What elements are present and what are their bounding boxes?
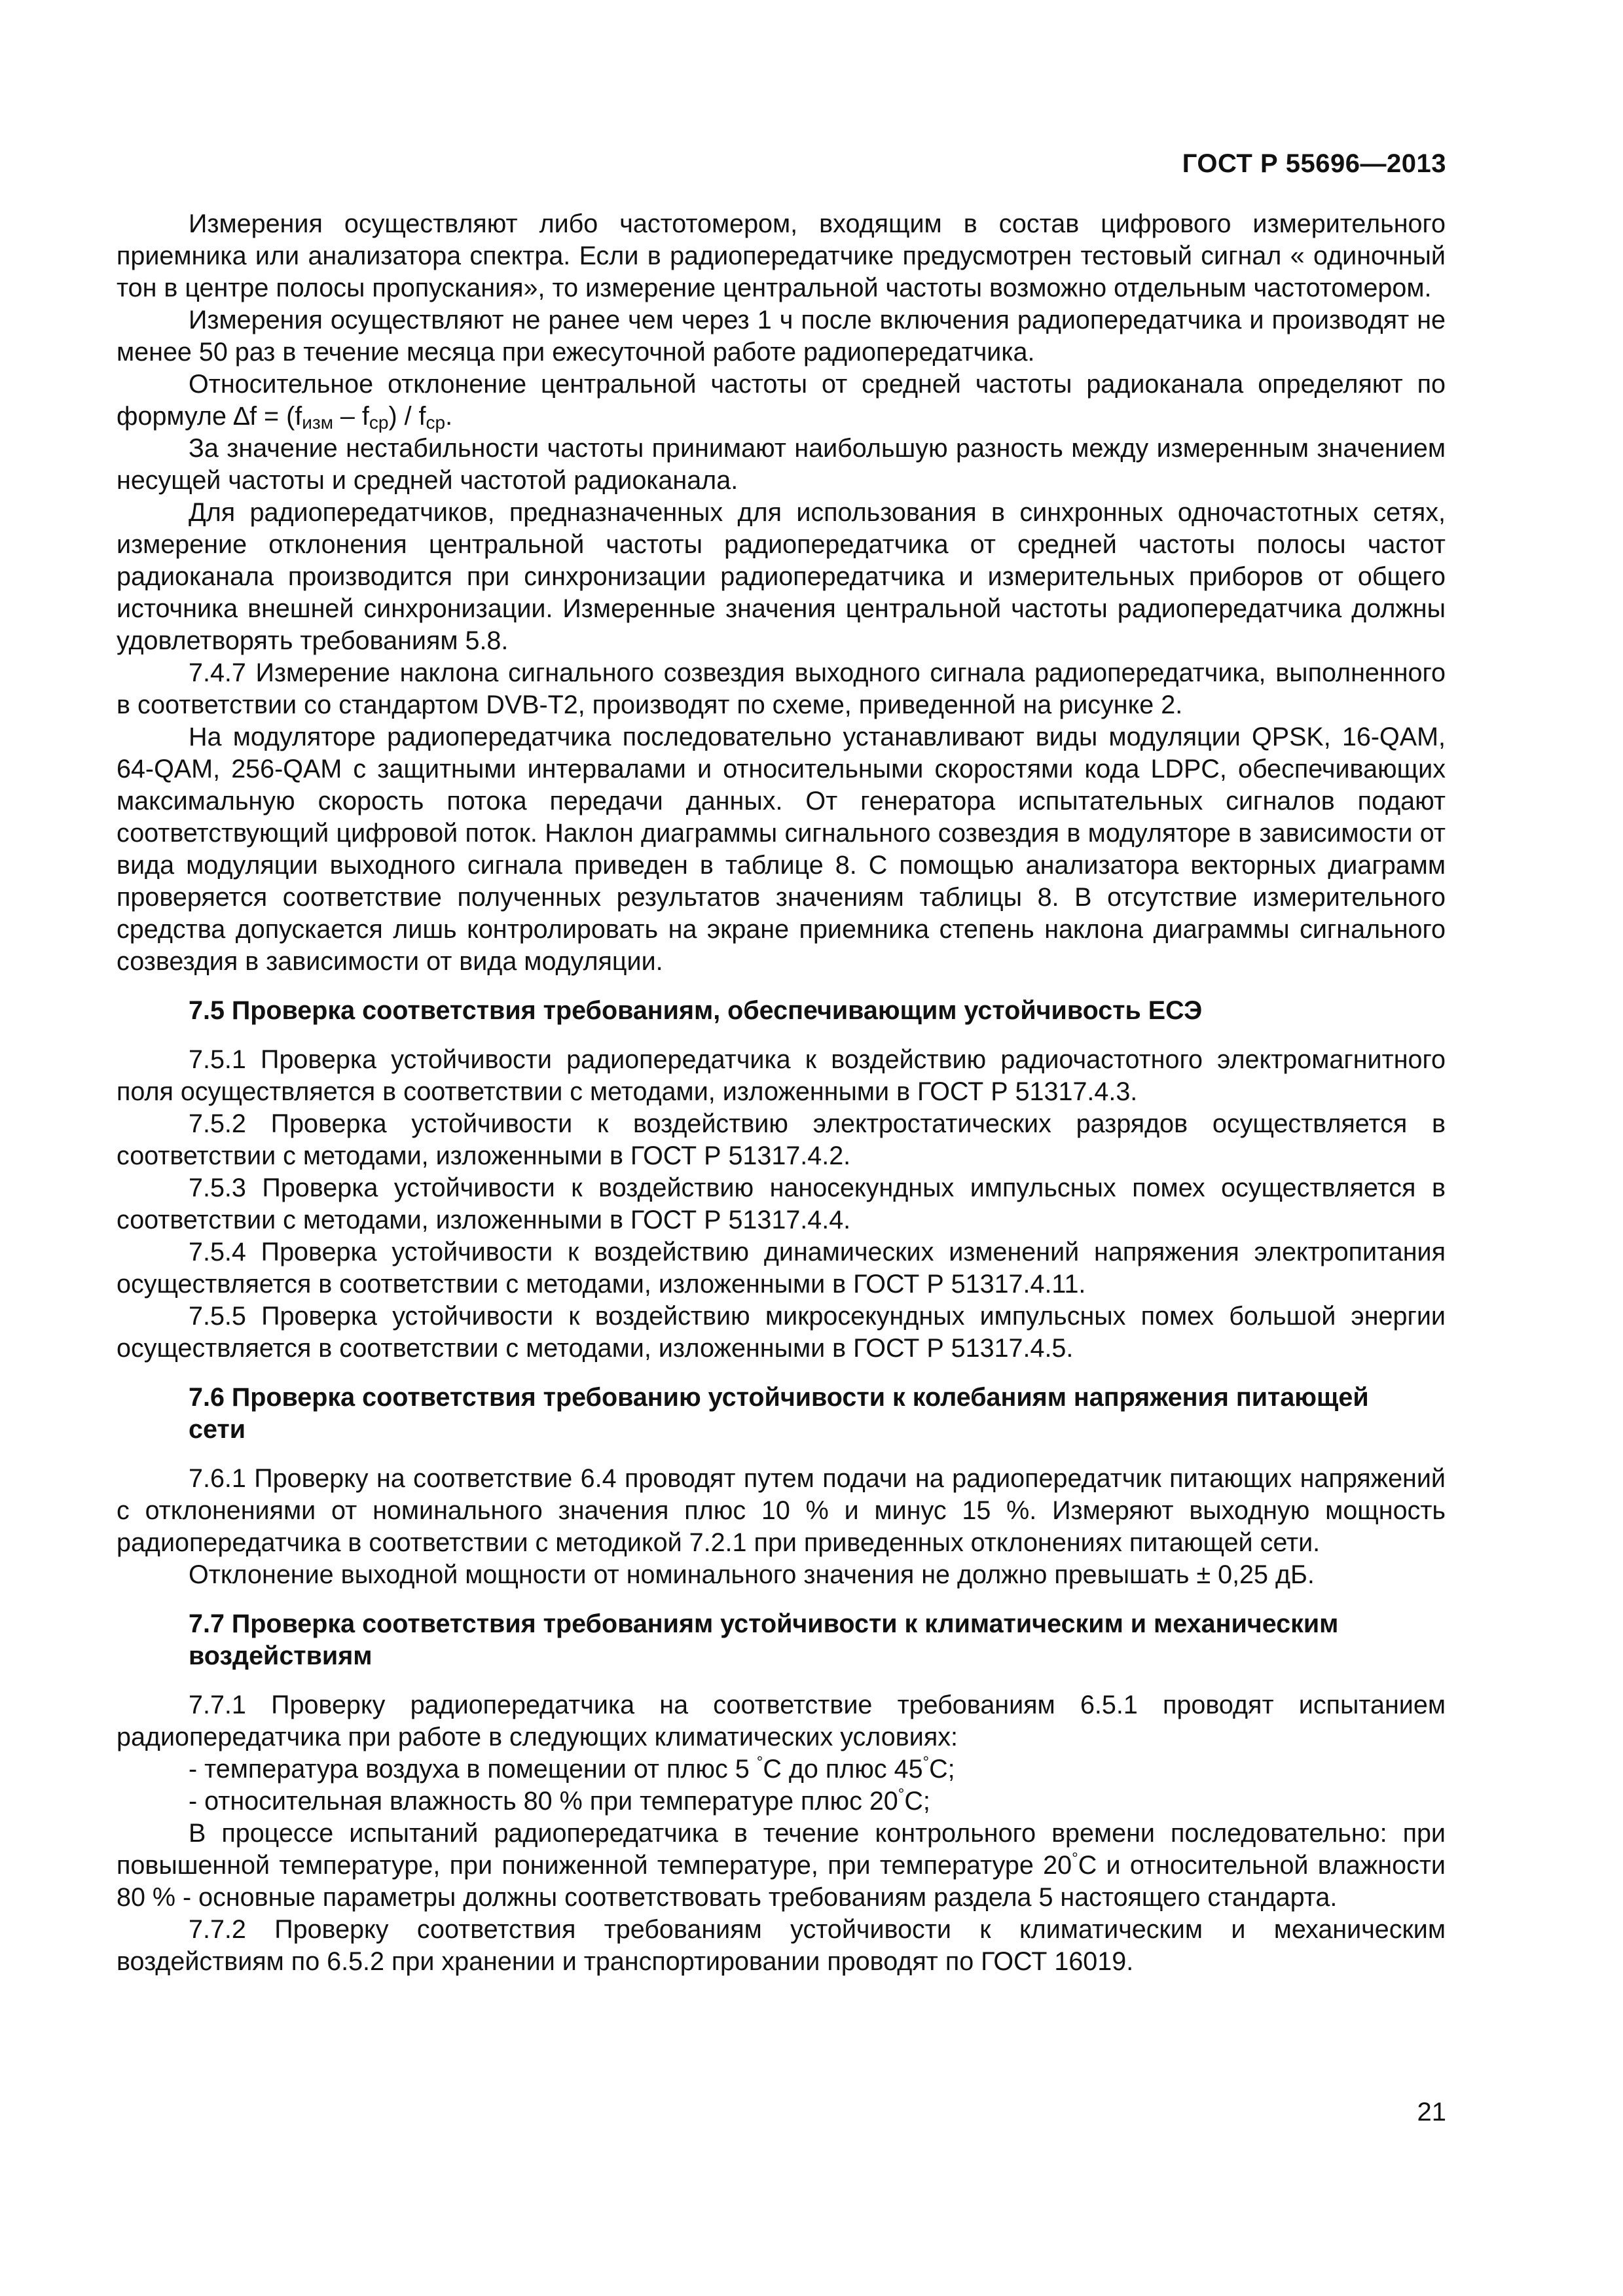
- degree-sign: °: [756, 1753, 763, 1771]
- list-item: [117, 1753, 1446, 1785]
- formula-sub-cp: ср: [369, 412, 389, 433]
- formula-delta: ∆f = (f: [233, 402, 302, 431]
- paragraph-text: С и относительной влажности 80 % - основные параметры должны соответствовать требованиям раздела 5 настоящего стандарта.: [117, 1851, 1446, 1912]
- paragraph: 7.5.4 Проверка устойчивости к воздействию динамических изменений напряжения электропитания осуществляется в соответствии с методами, изложенными в ГОСТ Р 51317.4.11.: [117, 1238, 1446, 1299]
- page-number: 21: [1417, 2098, 1446, 2126]
- formula-close: ) / f: [388, 402, 426, 431]
- paragraph: 7.7.1 Проверку радиопередатчика на соответствие требованиям 6.5.1 проводят испытанием радиопередатчика при работе в следующих климатических условиях:: [117, 1691, 1446, 1751]
- list-item: [117, 1785, 1446, 1818]
- paragraph: На модуляторе радиопередатчика последовательно устанавливают виды модуляции QPSK, 16-QAM, 64-QAM, 256-QAM с защитными интервалами и относительными скоростями кода LDPC, обеспечивающих максимальную скорость потока передачи данных. От генератора испытательных сигналов подают соответствующий цифровой поток. Наклон диаграммы сигнального созвездия в модуляторе в зависимости от вида модуляции выходного сигнала приведен в таблице 8. С помощью анализатора векторных диаграмм проверяется соответствие полученных результатов значениям таблицы 8. В отсутствие измерительного средства допускается лишь контролировать на экране приемника степень наклона диаграммы сигнального созвездия в зависимости от вида модуляции.: [117, 723, 1446, 976]
- paragraph: Измерения осуществляют либо частотомером, входящим в состав цифрового измерительного приемника или анализатора спектра. Если в радиопередатчике предусмотрен тестовый сигнал « одиночный тон в центре полосы пропускания», то измерение центральной частоты возможно отдельным частотомером.: [117, 209, 1446, 302]
- section-heading-7-5: [117, 995, 1446, 1027]
- formula-sub-izm: изм: [302, 412, 333, 433]
- paragraph: 7.6.1 Проверку на соответствие 6.4 проводят путем подачи на радиопередатчик питающих напряжений с отклонениями от номинального значения плюс 10 % и минус 15 %. Измеряют выходную мощность радиопередатчика в соответствии с методикой 7.2.1 при приведенных отклонениях питающей сети.: [117, 1464, 1446, 1557]
- section-heading-7-7: [117, 1608, 1446, 1672]
- list-text: - температура воздуха в помещении от плюс 5: [189, 1755, 757, 1784]
- document-body: [117, 208, 1446, 1978]
- formula-sub-cp: ср: [426, 412, 446, 433]
- paragraph: 7.4.7 Измерение наклона сигнального созвездия выходного сигнала радиопередатчика, выполненного в соответствии со стандартом DVB-T2, производят по схеме, приведенной на рисунке 2.: [117, 658, 1446, 719]
- formula-dash: – f: [333, 402, 369, 431]
- heading-line: 7.7 Проверка соответствия требованиям устойчивости к климатическим и механическим: [189, 1609, 1339, 1638]
- paragraph: Отклонение выходной мощности от номинального значения не должно превышать ± 0,25 дБ.: [189, 1560, 1315, 1589]
- paragraph: [117, 1818, 1446, 1914]
- paragraph: 7.5.2 Проверка устойчивости к воздействию электростатических разрядов осуществляется в соответствии с методами, изложенными в ГОСТ Р 51317.4.2.: [117, 1109, 1446, 1170]
- list-text: С;: [929, 1755, 955, 1784]
- paragraph: 7.5.3 Проверка устойчивости к воздействию наносекундных импульсных помех осуществляется в соответствии с методами, изложенными в ГОСТ Р 51317.4.4.: [117, 1174, 1446, 1234]
- formula-intro: Относительное отклонение центральной частоты от средней частоты радиоканала определяют по формуле: [117, 370, 1446, 431]
- formula-paragraph: [117, 368, 1446, 433]
- paragraph: 7.5.1 Проверка устойчивости радиопередатчика к воздействию радиочастотного электромагнитного поля осуществляется в соответствии с методами, изложенными в ГОСТ Р 51317.4.3.: [117, 1045, 1446, 1106]
- list-text: - относительная влажность 80 % при температуре плюс 20: [189, 1787, 898, 1816]
- degree-sign: °: [922, 1753, 930, 1771]
- degree-sign: °: [1072, 1850, 1078, 1867]
- list-text: С до плюс 45: [763, 1755, 923, 1784]
- degree-sign: °: [898, 1785, 905, 1803]
- document-header: ГОСТ Р 55696—2013: [1182, 149, 1446, 178]
- heading-line: 7.6 Проверка соответствия требованию устойчивости к колебаниям напряжения питающей: [189, 1383, 1369, 1412]
- heading-text: 7.5 Проверка соответствия требованиям, обеспечивающим устойчивость ЕСЭ: [189, 996, 1203, 1025]
- heading-line: сети: [189, 1415, 246, 1444]
- paragraph: Для радиопередатчиков, предназначенных для использования в синхронных одночастотных сетях, измерение отклонения центральной частоты радиопередатчика от средней частоты полосы частот радиоканала производится при синхронизации радиопередатчика и измерительных приборов от общего источника внешней синхронизации. Измеренные значения центральной частоты радиопередатчика должны удовлетворять требованиям 5.8.: [117, 498, 1446, 655]
- paragraph: За значение нестабильности частоты принимают наибольшую разность между измеренным значением несущей частоты и средней частотой радиоканала.: [117, 434, 1446, 495]
- paragraph: 7.5.5 Проверка устойчивости к воздействию микросекундных импульсных помех большой энергии осуществляется в соответствии с методами, изложенными в ГОСТ Р 51317.4.5.: [117, 1302, 1446, 1363]
- heading-line: воздействиям: [189, 1641, 373, 1670]
- list-text: С;: [904, 1787, 930, 1816]
- paragraph: Измерения осуществляют не ранее чем через 1 ч после включения радиопередатчика и производят не менее 50 раз в течение месяца при ежесуточной работе радиопередатчика.: [117, 306, 1446, 367]
- section-heading-7-6: [117, 1382, 1446, 1446]
- paragraph: 7.7.2 Проверку соответствия требованиям устойчивости к климатическим и механическим воздействиям по 6.5.2 при хранении и транспортировании проводят по ГОСТ 16019.: [117, 1915, 1446, 1976]
- formula-end: .: [445, 402, 453, 431]
- paragraph-text: В процессе испытаний радиопередатчика в течение контрольного времени последовательно: при повышенной температуре, при пониженной температуре, при температуре 20: [117, 1819, 1446, 1880]
